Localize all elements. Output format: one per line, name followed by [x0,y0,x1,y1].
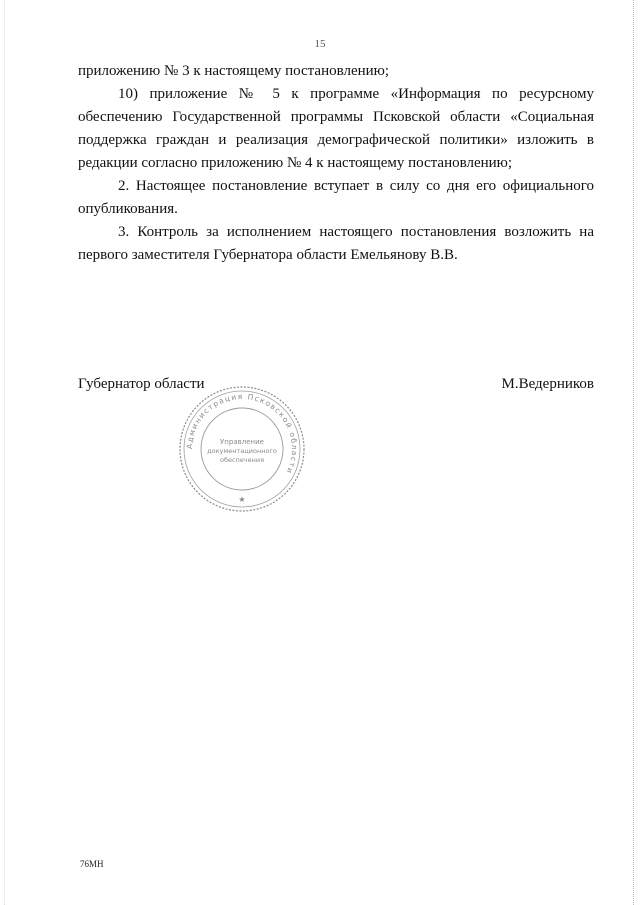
scan-edge-left [4,0,6,905]
signatory-position: Губернатор области [78,376,205,392]
svg-text:обеспечения: обеспечения [219,456,265,464]
page-number: 15 [314,38,326,50]
scan-edge-right [632,0,634,905]
svg-text:Управление: Управление [220,438,264,446]
official-stamp [176,383,308,515]
svg-text:Администрация Псковской област: Администрация Псковской области [184,391,300,476]
stamp-seal-graphic [176,383,308,515]
signatory-name: М.Ведерников [501,376,594,392]
footer-code: 76МН [80,859,104,869]
paragraph-item-3: 3. Контроль за исполнением настоящего постановления возложить на первого заместителя Губернатора области Емельянову В.В. [78,224,594,263]
paragraph-continuation: приложению № 3 к настоящему постановлению; [78,63,390,79]
svg-text:★: ★ [238,495,246,504]
signature-block [78,376,594,393]
paragraph-item-2: 2. Настоящее постановление вступает в силу со дня его официального опубликования. [78,178,594,217]
paragraph-item-10: 10) приложение № 5 к программе «Информация по ресурсному обеспечению Государственной программы Псковской области «Социальная поддержка граждан и реализация демографической политики» изложить в редакции согласно приложению № 4 к настоящему постановлению; [78,86,594,171]
document-body [78,60,594,267]
svg-text:документационного: документационного [207,447,277,455]
